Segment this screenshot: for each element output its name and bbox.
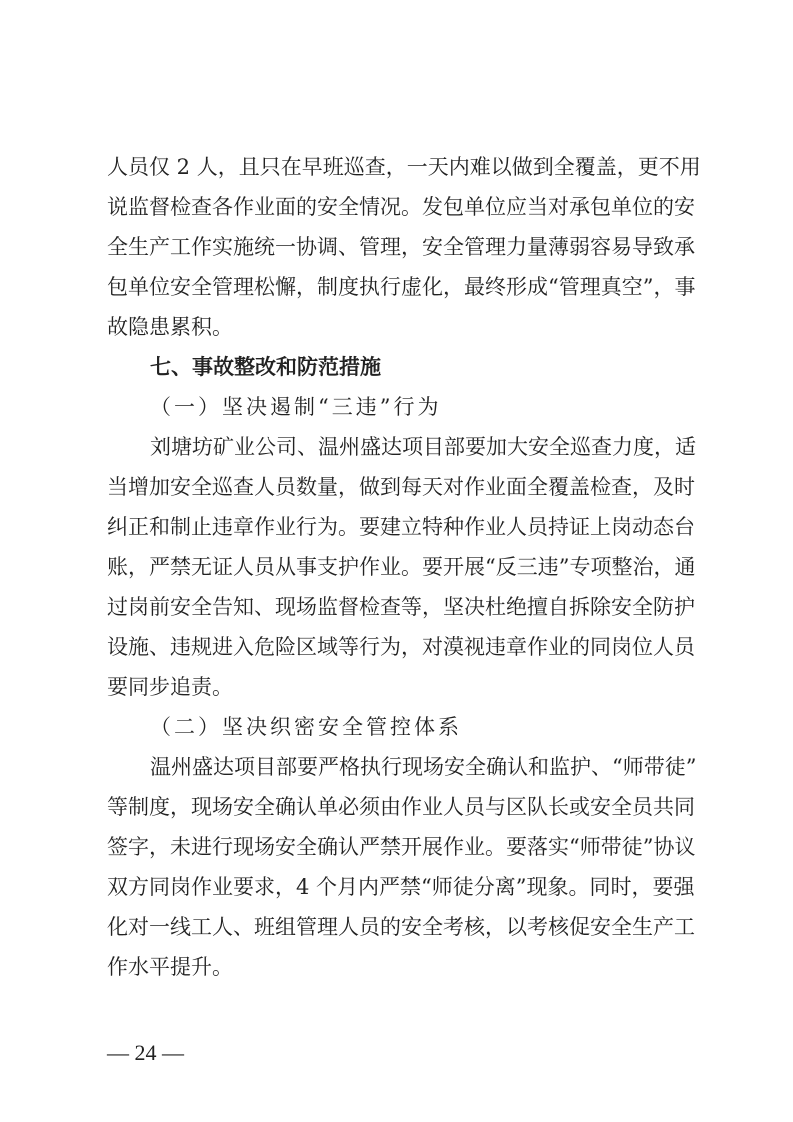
paragraph-2 <box>107 747 697 987</box>
text-line: 故隐患累积。 <box>107 315 233 339</box>
paragraph-1 <box>107 427 696 707</box>
text-line: 化对一线工人、班组管理人员的安全考核，以考核促安全生产工 <box>107 915 695 939</box>
text-line: 双方同岗作业要求，4 个月内严禁“师徒分离”现象。同时，要强 <box>107 875 695 899</box>
text-line: 包单位安全管理松懈，制度执行虚化，最终形成“管理真空”，事 <box>107 275 696 299</box>
section-heading: 七、事故整改和防范措施 <box>150 355 381 379</box>
text-line: 设施、违规进入危险区域等行为，对漠视违章作业的同岗位人员 <box>107 635 695 659</box>
text-line: 签字，未进行现场安全确认严禁开展作业。要落实“师带徒”协议 <box>107 835 696 859</box>
text-line: 当增加安全巡查人员数量，做到每天对作业面全覆盖检查，及时 <box>107 475 695 499</box>
text-line: 过岗前安全告知、现场监督检查等，坚决杜绝擅自拆除安全防护 <box>107 595 695 619</box>
text-line: 纠正和制止违章作业行为。要建立特种作业人员持证上岗动态台 <box>107 515 695 539</box>
text-line: 账，严禁无证人员从事支护作业。要开展“反三违”专项整治，通 <box>107 555 696 579</box>
subsection-title-2: （二）坚决织密安全管控体系 <box>150 715 462 739</box>
subsection-title-1: （一）坚决遏制“三违”行为 <box>150 395 442 419</box>
text-line: 刘塘坊矿业公司、温州盛达项目部要加大安全巡查力度，适 <box>150 435 696 459</box>
text-line: 等制度，现场安全确认单必须由作业人员与区队长或安全员共同 <box>107 795 695 819</box>
text-line: 作水平提升。 <box>107 955 233 979</box>
text-line: 说监督检查各作业面的安全情况。发包单位应当对承包单位的安 <box>107 195 695 219</box>
page-number: — 24 — <box>107 1040 184 1065</box>
paragraph-continued <box>107 147 701 347</box>
document-body <box>107 147 701 987</box>
text-line: 全生产工作实施统一协调、管理，安全管理力量薄弱容易导致承 <box>107 235 695 259</box>
text-line: 人员仅 2 人，且只在早班巡查，一天内难以做到全覆盖，更不用 <box>107 155 701 179</box>
text-line: 温州盛达项目部要严格执行现场安全确认和监护、“师带徒” <box>150 755 697 779</box>
text-line: 要同步追责。 <box>107 675 233 699</box>
